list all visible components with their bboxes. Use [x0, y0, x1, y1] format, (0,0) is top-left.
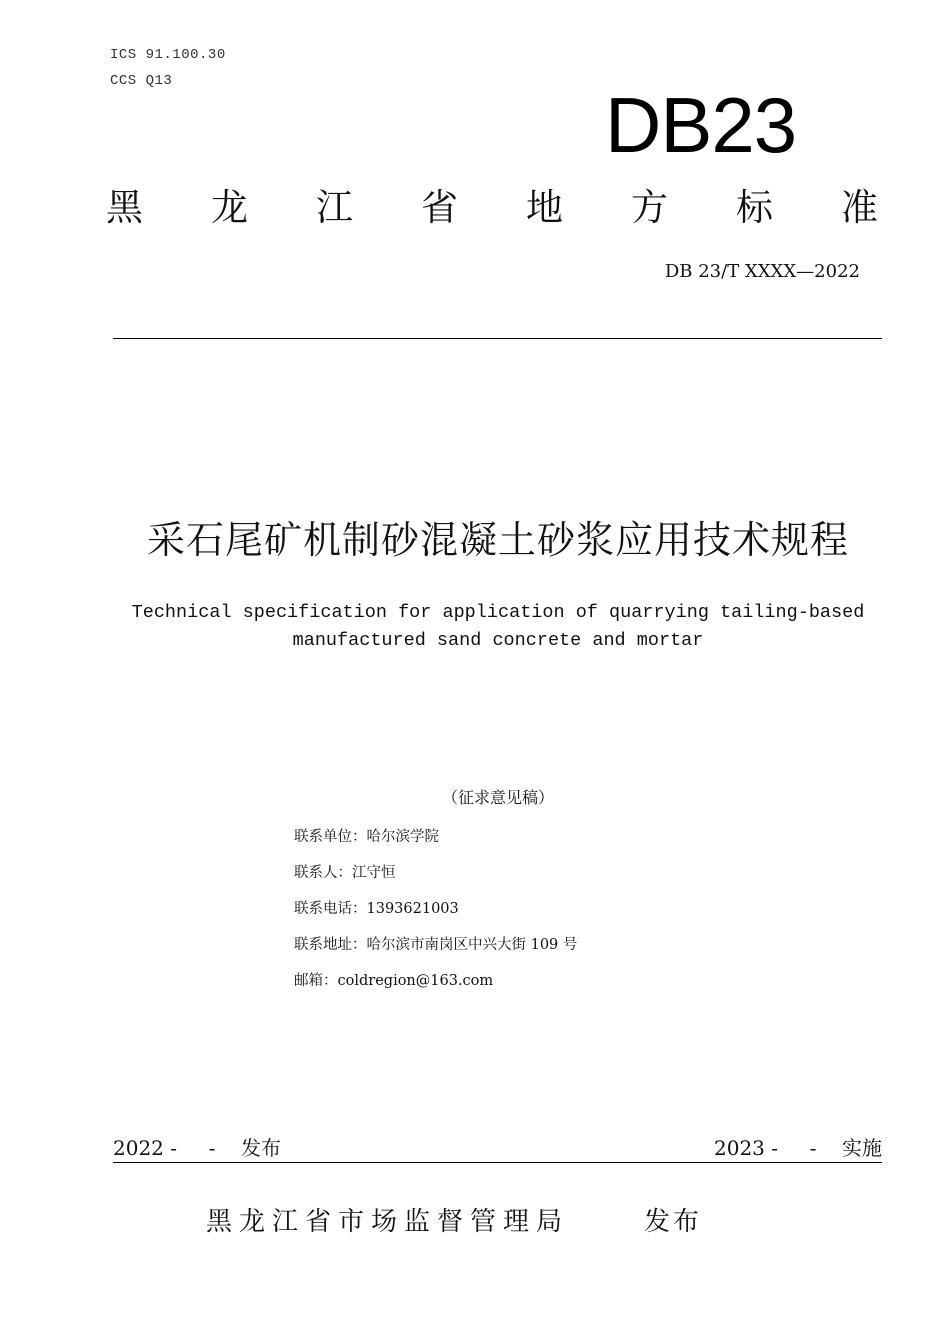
contact-email: 邮箱：coldregion@163.com [294, 973, 494, 989]
standard-type-char: 方 [631, 186, 668, 229]
standard-type-char: 龙 [211, 186, 248, 229]
standard-type-char: 准 [841, 186, 878, 229]
contact-phone: 联系电话：1393621003 [294, 901, 459, 917]
implement-date: 2023 - - 实施 [714, 1136, 882, 1160]
standard-type-char: 标 [736, 186, 773, 229]
contact-address: 联系地址：哈尔滨市南岗区中兴大街 109 号 [294, 937, 578, 953]
issuing-authority: 黑龙江省市场监督管理局 [206, 1207, 570, 1237]
publish-date: 2022 - - 发布 [113, 1136, 281, 1160]
contact-person: 联系人：江守恒 [294, 865, 396, 881]
english-title [125, 599, 871, 655]
standard-type-char: 江 [316, 186, 353, 229]
standard-type-char: 省 [421, 186, 458, 229]
draft-note: （征求意见稿） [441, 788, 554, 807]
issuing-label: 发布 [644, 1207, 703, 1237]
top-divider [113, 338, 882, 339]
ics-code: ICS 91.100.30 [110, 47, 226, 63]
standard-type-heading [106, 185, 878, 231]
standard-type-char: 黑 [106, 186, 143, 229]
english-title-line: Technical specification for application of quarrying tailing-based [131, 602, 865, 623]
bottom-divider [113, 1162, 882, 1163]
contact-unit: 联系单位：哈尔滨学院 [294, 829, 439, 845]
document-number: DB 23/T XXXX—2022 [664, 261, 860, 282]
chinese-title: 采石尾矿机制砂混凝土砂浆应用技术规程 [146, 518, 849, 562]
ccs-code: CCS Q13 [110, 73, 173, 89]
db23-logo: DB23 [605, 81, 797, 169]
english-title-line: manufactured sand concrete and mortar [292, 630, 704, 651]
standard-type-char: 地 [526, 186, 563, 229]
